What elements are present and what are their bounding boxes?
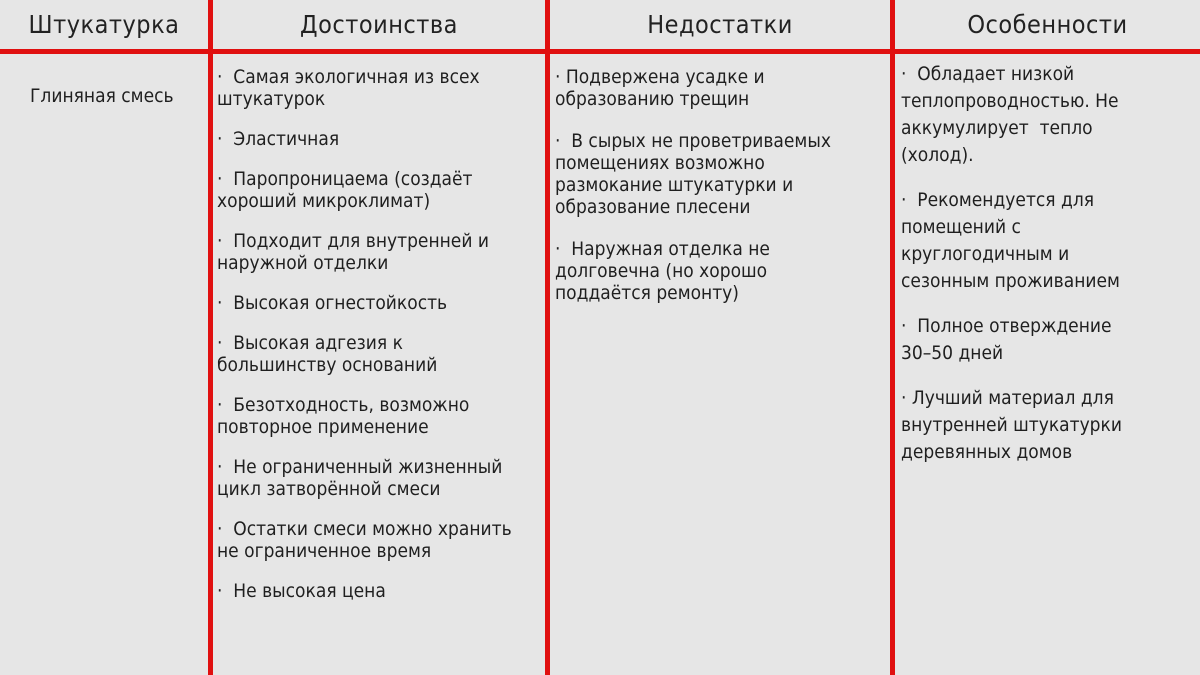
feature-item: · Рекомендуется для помещений с круглогодичным и сезонным проживанием [901, 189, 1120, 292]
advantage-item: · Подходит для внутренней и наружной отделки [217, 230, 489, 274]
header-features: Особенности [967, 10, 1128, 39]
header-advantages: Достоинства [300, 10, 458, 39]
advantages-cell [217, 66, 543, 602]
feature-item: · Лучший материал для внутренней штукатурки деревянных домов [901, 387, 1122, 463]
feature-item: · Полное отверждение 30–50 дней [901, 315, 1112, 364]
column-divider-3 [890, 0, 895, 675]
column-divider-2 [545, 0, 550, 675]
header-divider-line [0, 49, 1200, 54]
feature-item: · Обладает низкой теплопроводностью. Не аккумулирует тепло (холод). [901, 63, 1119, 166]
advantage-item: · Безотходность, возможно повторное применение [217, 394, 470, 438]
header-plaster: Штукатурка [28, 10, 180, 39]
disadvantage-item: · Наружная отделка не долговечна (но хорошо поддаётся ремонту) [555, 238, 770, 304]
advantage-item: · Не высокая цена [217, 580, 386, 602]
advantage-item: · Эластичная [217, 128, 340, 150]
advantage-item: · Высокая огнестойкость [217, 292, 448, 314]
features-cell [901, 61, 1196, 466]
disadvantages-cell [555, 66, 888, 304]
advantage-item: · Остатки смеси можно хранить не ограниченное время [217, 518, 512, 562]
advantage-item: · Высокая адгезия к большинству оснований [217, 332, 438, 376]
advantage-item: · Самая экологичная из всех штукатурок [217, 66, 480, 110]
material-cell [30, 85, 205, 107]
advantage-item: · Паропроницаема (создаёт хороший микроклимат) [217, 168, 473, 212]
column-divider-1 [208, 0, 213, 675]
material-name: Глиняная смесь [30, 85, 174, 107]
header-disadvantages: Недостатки [647, 10, 793, 39]
disadvantage-item: · В сырых не проветриваемых помещениях возможно размокание штукатурки и образование плесени [555, 130, 831, 218]
advantage-item: · Не ограниченный жизненный цикл затворённой смеси [217, 456, 503, 500]
disadvantage-item: · Подвержена усадке и образованию трещин [555, 66, 765, 110]
